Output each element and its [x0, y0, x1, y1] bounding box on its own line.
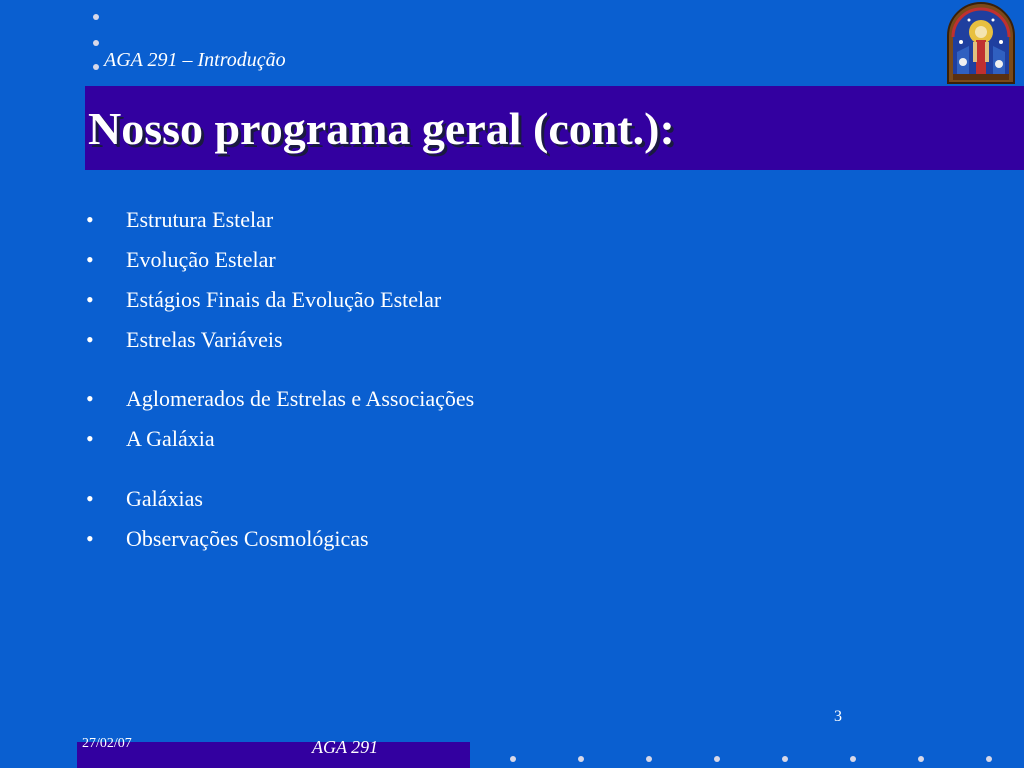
decorative-dot	[510, 756, 516, 762]
list-item	[86, 247, 276, 273]
bullet-marker: •	[86, 327, 94, 352]
bullet-marker: •	[86, 526, 94, 551]
list-item	[86, 426, 215, 452]
bullet-marker: •	[86, 486, 94, 511]
list-item-text: Estrelas Variáveis	[126, 327, 283, 352]
page-title: Nosso programa geral (cont.):	[88, 103, 675, 154]
footer-course-label: AGA 291	[312, 737, 379, 757]
decorative-dot	[714, 756, 720, 762]
decorative-dot	[646, 756, 652, 762]
list-item	[86, 327, 283, 353]
list-item	[86, 486, 203, 512]
stained-glass-window-icon	[945, 2, 1017, 84]
decorative-dot	[918, 756, 924, 762]
bullet-marker: •	[86, 207, 94, 232]
bullet-marker: •	[86, 426, 94, 451]
list-item-text: A Galáxia	[126, 426, 215, 451]
list-item-text: Aglomerados de Estrelas e Associações	[126, 386, 475, 411]
bullet-marker: •	[86, 287, 94, 312]
decorative-dot	[782, 756, 788, 762]
course-label: AGA 291 – Introdução	[104, 49, 286, 71]
list-item	[86, 207, 273, 233]
list-item-text: Observações Cosmológicas	[126, 526, 369, 551]
decorative-dot	[93, 40, 99, 46]
list-item-text: Galáxias	[126, 486, 203, 511]
list-item	[86, 287, 441, 313]
list-item	[86, 526, 369, 552]
list-item-text: Estágios Finais da Evolução Estelar	[126, 287, 442, 312]
footer-date: 27/02/07	[82, 736, 132, 751]
decorative-dot	[578, 756, 584, 762]
decorative-dot	[93, 64, 99, 70]
list-item-text: Evolução Estelar	[126, 247, 276, 272]
decorative-dot	[986, 756, 992, 762]
list-item	[86, 386, 474, 412]
bullet-marker: •	[86, 247, 94, 272]
list-item-text: Estrutura Estelar	[126, 207, 274, 232]
page-number: 3	[834, 708, 842, 725]
footer-band	[77, 742, 470, 768]
bullet-marker: •	[86, 386, 94, 411]
decorative-dot	[93, 14, 99, 20]
decorative-dot	[850, 756, 856, 762]
